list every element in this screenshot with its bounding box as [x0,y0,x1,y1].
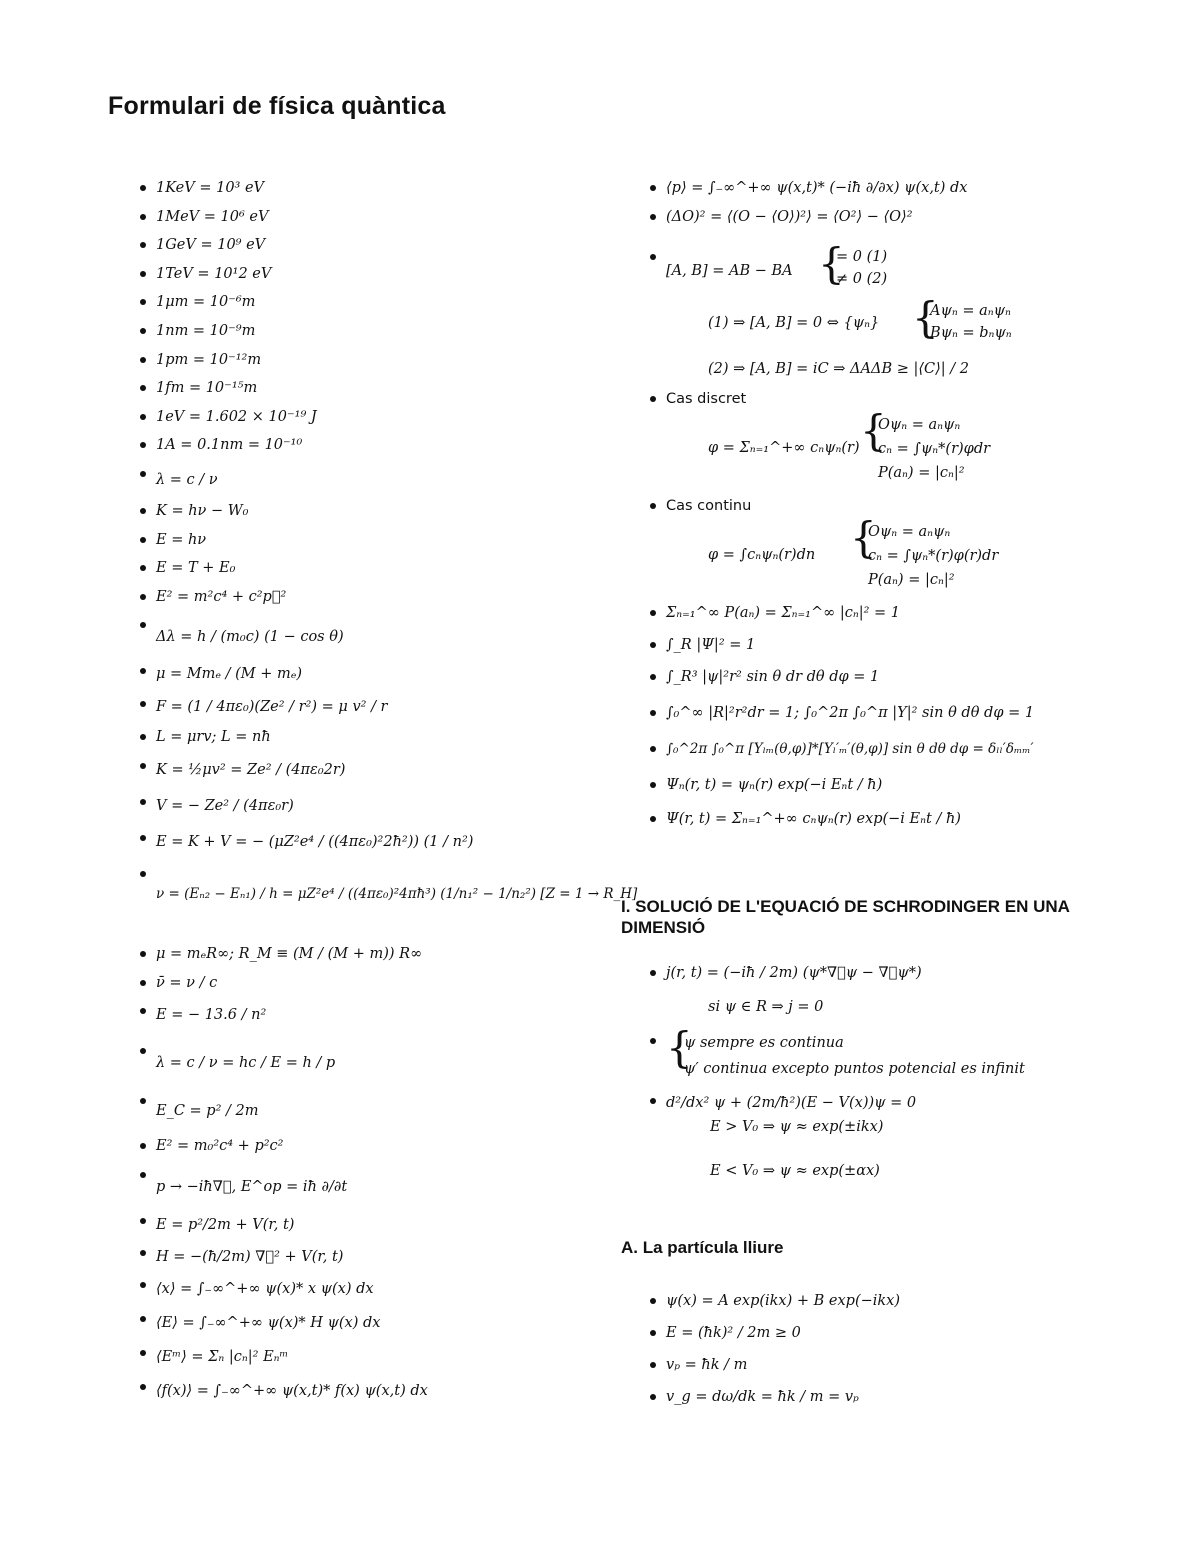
formula-item: 1KeV = 10³ eV [140,177,610,206]
formula-item: Ψ(r, t) = Σₙ₌₁^+∞ cₙψₙ(r) exp(−i Eₙt / ħ) [650,808,1170,842]
current-note: si ψ ∈ R ⇒ j = 0 [708,999,824,1015]
formula-item: Σₙ₌₁^∞ P(aₙ) = Σₙ₌₁^∞ |cₙ|² = 1 [650,602,1170,634]
discrete-cases: { Oψₙ = aₙψₙ cₙ = ∫ψₙ*(r)φdr P(aₙ) = |cₙ|² [860,413,990,485]
continuous-expansion: φ = ∫cₙψₙ(r)dn { Oψₙ = aₙψₙ cₙ = ∫ψₙ*(r)φ(r)dr P(aₙ) = |cₙ|² [650,520,1170,602]
section1-formula-list [650,962,1170,1188]
formula-item: d²/dx² ψ + (2m/ħ²)(E − V(x))ψ = 0 [650,1090,1170,1116]
formula-item: E² = m²c⁴ + c²p⃗² [140,586,610,615]
formula-item: 1pm = 10⁻¹²m [140,349,610,378]
formula-item: E = p²/2m + V(r, t) [140,1210,610,1242]
formula-item: 1GeV = 10⁹ eV [140,234,610,263]
case1-line: (1) ⇒ [A, B] = 0 ⇔ {ψₙ} { Aψₙ = aₙψₙ Bψₙ = bₙψₙ [650,298,1170,356]
formula-item: Cas discret [650,388,1170,413]
formula-item: F = (1 / 4πε₀)(Ze² / r²) = μ v² / r [140,693,610,726]
formula-item: λ = c / ν = hc / E = h / p [140,1040,610,1090]
formula-item: H = −(ħ/2m) ∇⃗² + V(r, t) [140,1242,610,1274]
right-formula-list [650,177,1170,842]
subsection-title-free-particle: A. La partícula lliure [621,1238,784,1257]
formula-item: ψ(x) = A exp(ikx) + B exp(−ikx) [650,1290,1170,1322]
formula-item: ∫₀^∞ |R|²r²dr = 1; ∫₀^2π ∫₀^π |Y|² sin θ dθ dφ = 1 [650,702,1170,738]
formula-item: ∫_R |Ψ|² = 1 [650,634,1170,666]
formula-item: p → −iħ∇⃗, E^op = iħ ∂/∂t [140,1164,610,1210]
formula-item: E² = m₀²c⁴ + p²c² [140,1135,610,1164]
formula-item: Ψₙ(r, t) = ψₙ(r) exp(−i Eₙt / ħ) [650,774,1170,808]
formula-item: ∫₀^2π ∫₀^π [Yₗₘ(θ,φ)]*[Yₗ′ₘ′(θ,φ)] sin θ dθ dφ = δₗₗ′δₘₘ′ [650,738,1170,774]
formula-item: v_g = dω/dk = ħk / m = vₚ [650,1386,1170,1418]
formula-item: ⟨x⟩ = ∫₋∞^+∞ ψ(x)* x ψ(x) dx [140,1274,610,1308]
formula-item: λ = c / ν [140,463,610,500]
formula-item: (ΔO)² = ⟨(O − ⟨O⟩)²⟩ = ⟨O²⟩ − ⟨O⟩² [650,206,1170,246]
formula-item: E = K + V = − (μZ²e⁴ / ((4πε₀)²2ħ²)) (1 / n²) [140,827,610,863]
continuity-cases: { ψ sempre es continua ψ′ continua excepto puntos potencial es infinit [666,1030,1025,1082]
formula-item: μ = mₑR∞; R_M ≡ (M / (M + m)) R∞ [140,943,610,972]
formula-item: ν = (Eₙ₂ − Eₙ₁) / h = μZ²e⁴ / ((4πε₀)²4πħ³) (1/n₁² − 1/n₂²) [Z = 1 → R_H] [140,863,610,943]
case2-line: (2) ⇒ [A, B] = iC ⇒ ΔAΔB ≥ |⟨C⟩| / 2 [708,361,969,377]
formula-item: K = ½μv² = Ze² / (4πε₀2r) [140,755,610,791]
formula-item: Cas continu [650,495,1170,520]
formula-item: E = (ħk)² / 2m ≥ 0 [650,1322,1170,1354]
formula-item: 1TeV = 10¹2 eV [140,263,610,292]
formula-item: [A, B] = AB − BA { = 0 (1) ≠ 0 (2) [650,246,1170,298]
formula-item: Δλ = h / (m₀c) (1 − cos θ) [140,614,610,660]
formula-item: 1eV = 1.602 × 10⁻¹⁹ J [140,406,610,435]
formula-item: K = hν − W₀ [140,500,610,529]
continuous-cases: { Oψₙ = aₙψₙ cₙ = ∫ψₙ*(r)φ(r)dr P(aₙ) = |cₙ|² [850,520,998,592]
formula-item [650,1030,1170,1090]
formula-item: ⟨p⟩ = ∫₋∞^+∞ ψ(x,t)* (−iħ ∂/∂x) ψ(x,t) dx [650,177,1170,206]
formula-item: ∫_R³ |ψ|²r² sin θ dr dθ dφ = 1 [650,666,1170,702]
left-formula-list [140,177,638,1410]
below-barrier: E < V₀ ⇒ ψ ≈ exp(±αx) [710,1163,880,1179]
section-title-schrodinger: I. SOLUCIÓ DE L'EQUACIÓ DE SCHRODINGER EN UNA DIMENSIÓ [621,897,1070,937]
formula-item: 1nm = 10⁻⁹m [140,320,610,349]
formula-item: 1A = 0.1nm = 10⁻¹⁰ [140,434,610,463]
formula-item: 1fm = 10⁻¹⁵m [140,377,610,406]
formula-item: ⟨Eᵐ⟩ = Σₙ |cₙ|² Eₙᵐ [140,1342,610,1376]
formula-item: 1MeV = 10⁶ eV [140,206,610,235]
discrete-expansion: φ = Σₙ₌₁^+∞ cₙψₙ(r) { Oψₙ = aₙψₙ cₙ = ∫ψₙ*(r)φdr P(aₙ) = |cₙ|² [650,413,1170,495]
formula-item: E = − 13.6 / n² [140,1000,610,1040]
formula-item: vₚ = ħk / m [650,1354,1170,1386]
case1-cases: { Aψₙ = aₙψₙ Bψₙ = bₙψₙ [912,300,1012,344]
formula-item: V = − Ze² / (4πε₀r) [140,791,610,827]
formula-item: E = hν [140,529,610,558]
formula-item: j(r, t) = (−iħ / 2m) (ψ*∇⃗ψ − ∇⃗ψ*) [650,962,1170,996]
above-barrier: E > V₀ ⇒ ψ ≈ exp(±ikx) [710,1119,884,1135]
commutator-cases: { = 0 (1) ≠ 0 (2) [818,246,887,290]
formula-item: E_C = p² / 2m [140,1090,610,1135]
formula-item: ⟨f(x)⟩ = ∫₋∞^+∞ ψ(x,t)* f(x) ψ(x,t) dx [140,1376,610,1410]
formula-item: L = μrv; L = nħ [140,726,610,755]
formula-item: 1μm = 10⁻⁶m [140,291,610,320]
free-particle-formula-list [650,1290,1170,1418]
formula-item: μ = Mmₑ / (M + mₑ) [140,660,610,693]
formula-item: ⟨E⟩ = ∫₋∞^+∞ ψ(x)* H ψ(x) dx [140,1308,610,1342]
page-title: Formulari de física quàntica [108,92,446,120]
formula-item: E = T + E₀ [140,557,610,586]
formula-item: ν̄ = ν / c [140,972,610,1001]
